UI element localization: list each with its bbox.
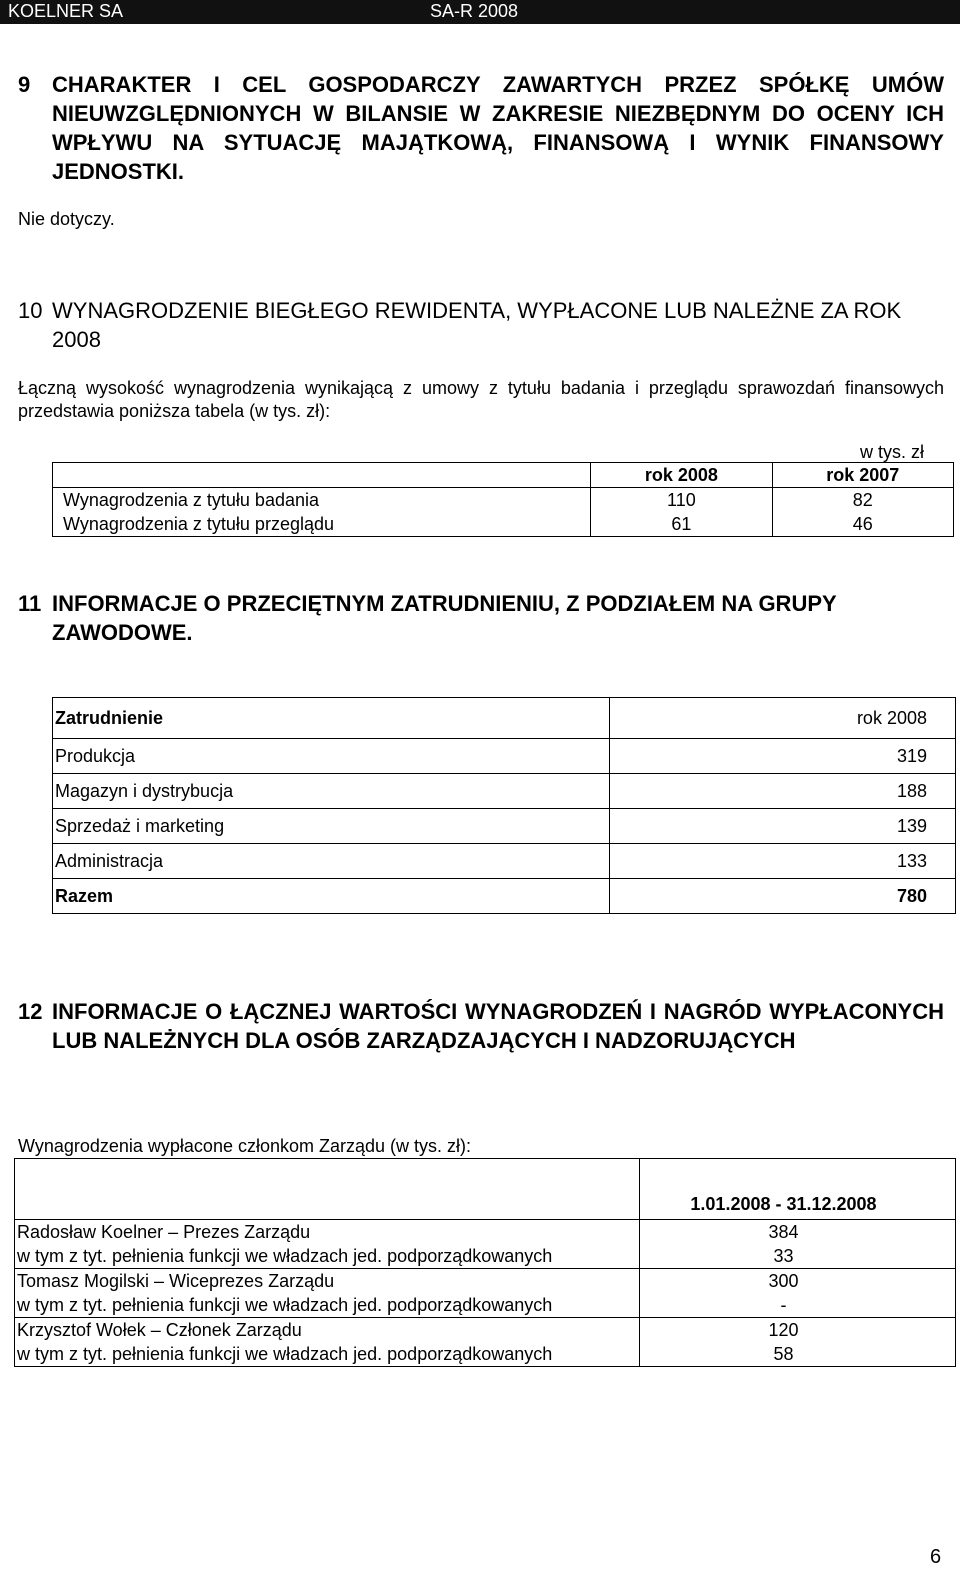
company-name: KOELNER SA <box>8 1 124 21</box>
row-label: Wynagrodzenia z tytułu badania <box>53 488 591 513</box>
table-row <box>53 774 956 809</box>
section-9-text: Nie dotyczy. <box>18 209 115 229</box>
table-row <box>53 488 954 513</box>
row-value: 319 <box>610 739 956 774</box>
auditor-fee-table <box>52 462 954 537</box>
table-row <box>53 844 956 879</box>
section-9-title: CHARAKTER I CEL GOSPODARCZY ZAWARTYCH PRZEZ SPÓŁKĘ UMÓW NIEUWZGLĘDNIONYCH W BILANSIE W ZAKRESIE NIEZBĘDNYM DO OCENY ICH WPŁYWU NA SYTUACJĘ MAJĄTKOWĄ, FINANSOWĄ I WYNIK FINANSOWY JEDNOSTKI. <box>52 72 944 184</box>
table-row <box>15 1220 956 1245</box>
header-cell-employment: Zatrudnienie <box>53 698 610 739</box>
section-10-heading <box>18 296 944 354</box>
section-12-title: INFORMACJE O ŁĄCZNEJ WARTOŚCI WYNAGRODZEŃ I NAGRÓD WYPŁACONYCH LUB NALEŻNYCH DLA OSÓB ZARZĄDZAJĄCYCH I NADZORUJĄCYCH <box>52 999 944 1053</box>
table-row <box>15 1269 956 1294</box>
row-value: 188 <box>610 774 956 809</box>
table-row <box>15 1318 956 1343</box>
table-row <box>53 809 956 844</box>
row-value-2007: 46 <box>772 512 953 537</box>
table-header-row <box>53 463 954 488</box>
row-value-2007: 82 <box>772 488 953 513</box>
table-row <box>53 512 954 537</box>
row-value: 133 <box>610 844 956 879</box>
total-value: 780 <box>610 879 956 914</box>
section-12-number: 12 <box>18 999 43 1024</box>
table-row <box>53 739 956 774</box>
section-12-heading <box>18 997 944 1055</box>
unit-label: w tys. zł <box>860 442 925 462</box>
section-11-number: 11 <box>18 591 42 616</box>
section-12-text: Wynagrodzenia wypłacone członkom Zarządu (w tys. zł): <box>18 1136 472 1156</box>
header-cell-2007: rok 2007 <box>772 463 953 488</box>
section-9-number: 9 <box>18 72 31 97</box>
row-label: Produkcja <box>53 739 610 774</box>
table-header-row <box>53 698 956 739</box>
section-10-text: Łączną wysokość wynagrodzenia wynikającą z umowy z tytułu badania i przeglądu sprawozdań finansowych przedstawia poniższa tabela (w tys. zł): <box>18 378 944 421</box>
row-value-2008: 110 <box>591 488 772 513</box>
total-label: Razem <box>53 879 610 914</box>
row-value: 58 <box>640 1342 956 1367</box>
table-total-row <box>53 879 956 914</box>
row-value: 33 <box>640 1244 956 1269</box>
section-10-number: 10 <box>18 298 43 323</box>
page-header <box>0 0 960 24</box>
row-value-2008: 61 <box>591 512 772 537</box>
row-value: 120 <box>640 1318 956 1343</box>
row-label: w tym z tyt. pełnienia funkcji we władzach jed. podporządkowanych <box>15 1293 640 1318</box>
employment-table <box>52 697 956 914</box>
table-row <box>15 1244 956 1269</box>
header-cell-empty <box>53 463 591 488</box>
section-10-title: WYNAGRODZENIE BIEGŁEGO REWIDENTA, WYPŁACONE LUB NALEŻNE ZA ROK 2008 <box>52 298 902 352</box>
section-11-heading <box>18 589 944 647</box>
table-header-row <box>15 1159 956 1220</box>
row-value: 139 <box>610 809 956 844</box>
report-code: SA-R 2008 <box>430 1 519 21</box>
row-label: Krzysztof Wołek – Członek Zarządu <box>15 1318 640 1343</box>
page-number: 6 <box>930 1546 942 1568</box>
row-label: Magazyn i dystrybucja <box>53 774 610 809</box>
row-label: Radosław Koelner – Prezes Zarządu <box>15 1220 640 1245</box>
row-value: - <box>640 1293 956 1318</box>
table-row <box>15 1293 956 1318</box>
row-label: w tym z tyt. pełnienia funkcji we władzach jed. podporządkowanych <box>15 1342 640 1367</box>
row-label: w tym z tyt. pełnienia funkcji we władzach jed. podporządkowanych <box>15 1244 640 1269</box>
row-label: Administracja <box>53 844 610 879</box>
row-value: 300 <box>640 1269 956 1294</box>
header-cell-empty <box>15 1159 640 1220</box>
header-cell-period: 1.01.2008 - 31.12.2008 <box>640 1159 956 1220</box>
section-9-heading <box>18 70 944 186</box>
table-row <box>15 1342 956 1367</box>
management-remuneration-table <box>14 1158 956 1367</box>
header-cell-2008: rok 2008 <box>610 698 956 739</box>
row-label: Tomasz Mogilski – Wiceprezes Zarządu <box>15 1269 640 1294</box>
row-label: Sprzedaż i marketing <box>53 809 610 844</box>
section-11-title: INFORMACJE O PRZECIĘTNYM ZATRUDNIENIU, Z PODZIAŁEM NA GRUPY ZAWODOWE. <box>52 591 837 645</box>
row-label: Wynagrodzenia z tytułu przeglądu <box>53 512 591 537</box>
row-value: 384 <box>640 1220 956 1245</box>
header-cell-2008: rok 2008 <box>591 463 772 488</box>
